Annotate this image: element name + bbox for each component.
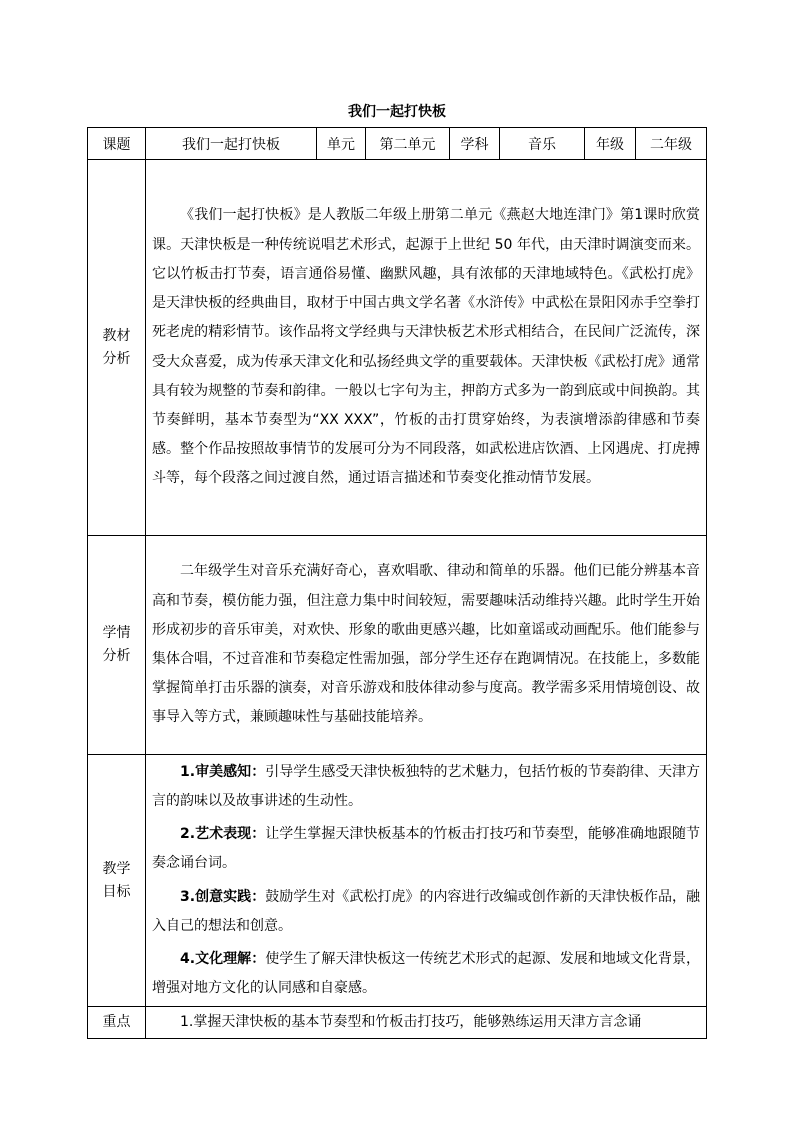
label-line: 分析 [102, 648, 131, 664]
label-line: 学情 [102, 625, 131, 641]
unit-label: 单元 [317, 128, 366, 160]
lesson-plan-table [87, 127, 707, 1039]
goal-text: 使学生了解天津快板这一传统艺术形式的起源、发展和地域文化背景，增强对地方文化的认同感和自豪感。 [152, 950, 700, 997]
topic-value: 我们一起打快板 [146, 128, 317, 160]
goal-heading: 3.创意实践： [180, 888, 266, 905]
teaching-goals-row [88, 755, 707, 1007]
label-line: 教学 [102, 860, 131, 877]
goal-heading: 1.审美感知： [180, 763, 266, 780]
page-title: 我们一起打快板 [348, 104, 446, 120]
grade-label: 年级 [585, 128, 636, 160]
key-points-content [146, 1007, 707, 1039]
goal-heading: 2.艺术表现： [180, 826, 266, 843]
student-analysis-content [146, 536, 707, 755]
textbook-analysis-text: 《我们一起打快板》是人教版二年级上册第二单元《燕赵大地连津门》第1课时欣赏课。天津快板是一种传统说唱艺术形式，起源于上世纪 50 年代，由天津时调演变而来。它以竹板击打节奏，语言通俗易懂、幽默风趣，具有浓郁的天津地域特色。《武松打虎》是天津快板的经典曲目，取材于中国古典文学名著《水浒传》中武松在景阳冈赤手空拳打死老虎的精彩情节。该作品将文学经典与天津快板艺术形式相结合，在民间广泛流传，深受大众喜爱，成为传承天津文化和弘扬经典文学的重要载体。天津快板《武松打虎》通常具有较为规整的节奏和韵律。一般以七字句为主，押韵方式多为一韵到底或中间换韵。其节奏鲜明，基本节奏型为“XX XXX”，竹板的击打贯穿始终，为表演增添韵律感和节奏感。整个作品按照故事情节的发展可分为不同段落，如武松进店饮酒、上冈遇虎、打虎搏斗等，每个段落之间过渡自然，通过语言描述和节奏变化推动情节发展。 [152, 207, 700, 487]
goal-text: 让学生掌握天津快板基本的竹板击打技巧和节奏型，能够准确地跟随节奏念诵台词。 [152, 826, 700, 872]
goal-item [152, 945, 700, 1003]
goal-item [152, 883, 700, 941]
textbook-analysis-label [88, 160, 146, 536]
teaching-goals-content [146, 755, 707, 1007]
topic-label: 课题 [88, 128, 146, 160]
label-line: 分析 [102, 350, 131, 367]
goal-item [152, 820, 700, 878]
goal-item [152, 758, 700, 816]
key-points-text: 1.掌握天津快板的基本节奏型和竹板击打技巧，能够熟练运用天津方言念诵 [180, 1014, 642, 1030]
goal-text: 引导学生感受天津快板独特的艺术魅力，包括竹板的节奏韵律、天津方言的韵味以及故事讲述的生动性。 [152, 763, 700, 809]
goal-text: 鼓励学生对《武松打虎》的内容进行改编或创作新的天津快板作品，融入自己的想法和创意。 [152, 888, 700, 934]
key-points-row [88, 1007, 707, 1039]
subject-value: 音乐 [500, 128, 585, 160]
textbook-analysis-content [146, 160, 707, 536]
label-line: 教材 [102, 327, 131, 344]
textbook-analysis-row [88, 160, 707, 536]
header-row [88, 128, 707, 160]
goal-heading: 4.文化理解： [180, 950, 266, 967]
student-analysis-row [88, 536, 707, 755]
student-analysis-label [88, 536, 146, 755]
student-analysis-text: 二年级学生对音乐充满好奇心，喜欢唱歌、律动和简单的乐器。他们已能分辨基本音高和节奏，模仿能力强，但注意力集中时间较短，需要趣味活动维持兴趣。此时学生开始形成初步的音乐审美，对欢快、形象的歌曲更感兴趣，比如童谣或动画配乐。他们能参与集体合唱，不过音准和节奏稳定性需加强，部分学生还存在跑调情况。在技能上，多数能掌握简单打击乐器的演奏，对音乐游戏和肢体律动参与度高。教学需多采用情境创设、故事导入等方式，兼顾趣味性与基础技能培养。 [152, 563, 700, 726]
grade-value: 二年级 [636, 128, 707, 160]
teaching-goals-label [88, 755, 146, 1007]
key-points-label: 重点 [88, 1007, 146, 1039]
label-line: 目标 [102, 883, 131, 900]
subject-label: 学科 [450, 128, 500, 160]
unit-value: 第二单元 [366, 128, 450, 160]
